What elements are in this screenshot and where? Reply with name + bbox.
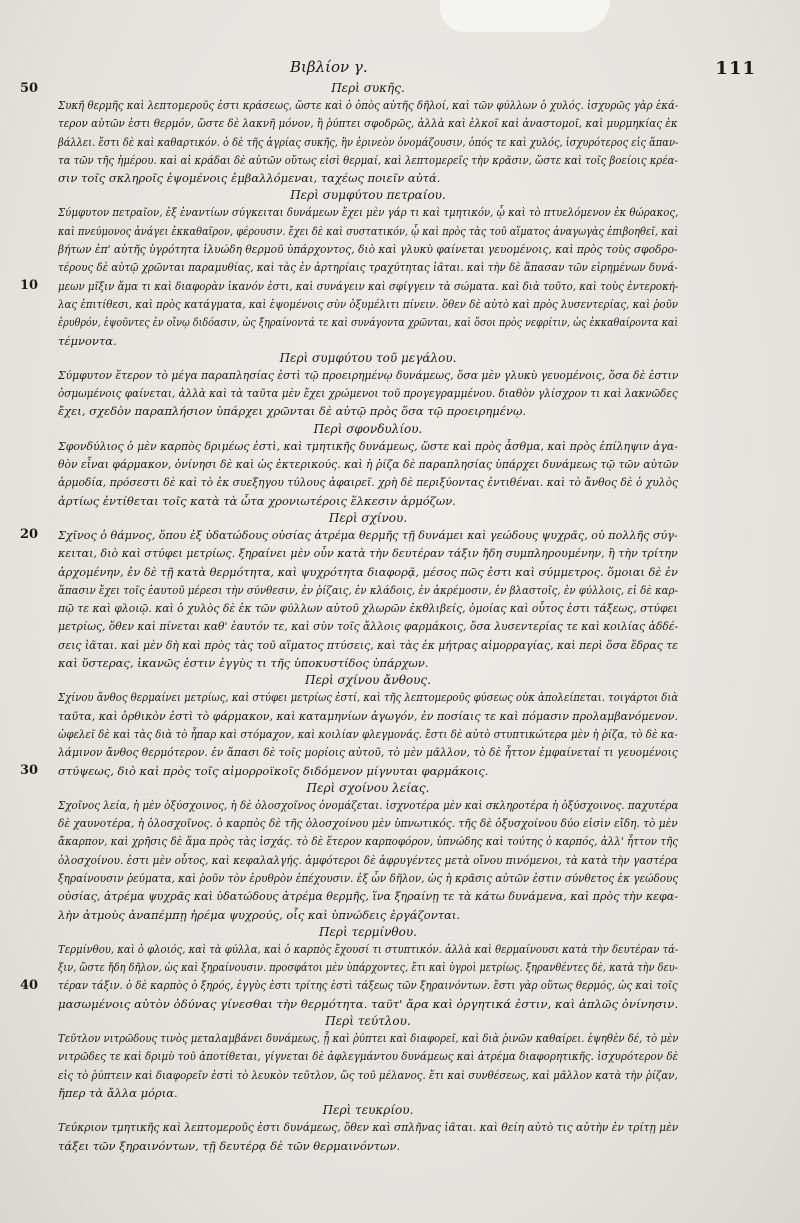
text-line: ἔχει, σχεδὸν παραπλήσιον ὑπάρχει χρῶνται δὲ αὐτῷ πρὸς ὅσα τῷ προειρημένῳ. (58, 404, 526, 419)
section-heading: Περὶ συμφύτου πετραίου. (290, 188, 446, 203)
text-line: Σύμφυτον πετραῖον, ἐξ ἐναντίων σύγκειται δυνάμεων ἔχει μὲν γάρ τι καὶ τμητικόν, ᾧ καὶ τὸ πτυελόμενον ἐκ θώρακος, (58, 205, 678, 220)
text-line: Τεύκριον τμητικῆς καὶ λεπτομεροῦς ἐστι δυνάμεως, ὅθεν καὶ σπλῆνας ἰᾶται. καὶ θείη αὐτὸ τις αὐτὴν ἐν τρίτῃ μὲν (58, 1120, 678, 1135)
text-line: ἄκαρπον, καὶ χρῆσις δὲ ἅμα πρὸς τὰς ἰσχάς. τὸ δὲ ἕτερον καρποφόρον, ὑπνώδης καὶ τούτης ὁ καρπός, ἀλλ' ἧττον τῆς (58, 834, 678, 849)
section-heading: Περὶ συμφύτου τοῦ μεγάλου. (279, 350, 457, 365)
text-line: Σύμφυτον ἕτερον τὸ μέγα παραπλησίας ἐστὶ τῷ προειρημένῳ δυνάμεως, ὅσα μὲν γλυκὺ γευομένοις, ὅσα δὲ ἐστιν (58, 367, 678, 382)
text-line: Τεῦτλον νιτρῶδους τινὸς μεταλαμβάνει δυνάμεως, ᾗ καὶ ῥύπτει καὶ διαφορεῖ, καὶ διὰ ῥινῶν καθαίρει. ἑψηθὲν δέ, τὸ μὲν (58, 1031, 678, 1046)
text-line: ὁλοσχοίνου. ἐστι μὲν οὗτος, καὶ κεφαλαλγής. ἀμφότεροι δὲ ἀφρυγέντες μετὰ οἴνου πινόμενοι, τὰ κατὰ τὴν γαστέρα (58, 852, 678, 867)
text-line: κειται, διὸ καὶ στύφει μετρίως. ξηραίνει μὲν οὖν κατὰ τὴν δευτέραν τάξιν ἤδη συμπληρουμένην, ἢ τὴν τρίτην (58, 546, 678, 561)
text-line: οὐσίας, ἀτρέμα ψυχρᾶς καὶ ὑδατώδους ἀτρέμα θερμῆς, ἵνα ξηραίνῃ τε τὰ κάτω δυνάμενα, καὶ πρὸς τὴν κεφα- (58, 889, 678, 904)
text-line: βάλλει. ἔστι δὲ καὶ καθαρτικόν. ὁ δὲ τῆς ἀγρίας συκῆς, ἣν ἐρινεὸν ὀνομάζουσιν, ὁπός τε καὶ χυλός, ἰσχυρότερος εἰς ἅπαν- (58, 134, 678, 149)
text-line: εἰς τὸ ῥύπτειν καὶ διαφορεῖν ἐστὶ τὸ λευκὸν τεῦτλον, ὥς τοῦ μέλανος. ἔτι καὶ συνθέσεως, καὶ μᾶλλον κατὰ τὴν ῥίζαν, (58, 1067, 678, 1082)
text-line: σεις ἰᾶται. καὶ μὲν δὴ καὶ πρὸς τὰς τοῦ αἵματος πτύσεις, καὶ τὰς ἐκ μήτρας αἱμορραγίας, καὶ περὶ ὅσα ἕδρας τε (58, 637, 678, 652)
text-line: ταῦτα, καὶ ὀρθικὸν ἐστὶ τὸ φάρμακον, καὶ καταμηνίων ἀγωγόν, ἐν ποσίαις τε καὶ πόμασιν προλαμβανόμενον. (58, 708, 678, 723)
section-heading: Περὶ σχίνου ἄνθους. (305, 673, 431, 688)
text-line: ἁρμοδία, πρόσεστι δὲ καὶ τὸ ἐκ συεξηγου τύλους ἀφαιρεῖ. χρὴ δὲ περιξύοντας ἐντιθέναι. καὶ τὸ ἄνθος δὲ ὁ χυλὸς (58, 475, 678, 490)
text-line: δὲ χαυνοτέρα, ἡ ὁλοσχοῖνος. ὁ καρπὸς δὲ τῆς ὁλοσχοίνου μὲν ὑπνωτικός. τῆς δὲ ὀξυσχοίνου δύο εἰσὶν εἴδη. τὸ μὲν (58, 816, 678, 831)
text-line: στύψεως, διὸ καὶ πρὸς τοῖς αἱμορροϊκοῖς διδόμενον μίγνυται φαρμάκοις. (58, 763, 489, 778)
text-line: Συκῆ θερμῆς καὶ λεπτομεροῦς ἐστι κράσεως, ὥστε καὶ ὁ ὀπὸς αὐτῆς δῆλοί, καὶ τῶν φύλλων ὁ χυλός. ἰσχυρῶς γὰρ ἑκά- (58, 98, 678, 112)
section-heading: Περὶ σφονδυλίου. (313, 421, 423, 436)
text-line: τερον αὐτῶν ἐστι θερμόν, ὥστε δὲ λακνῆ μόνον, ἢ ῥύπτει σφοδρῶς, ἀλλὰ καὶ ἑλκοῖ καὶ ἀναστομοῖ, καὶ μυρμηκίας ἐκ (58, 116, 678, 131)
text-line: μασωμένοις αὐτὸν ὀδύνας γίνεσθαι τὴν θερμότητα. ταῦτ' ἄρα καὶ ὀργητικά ἐστιν, καὶ ἀπλῶς ὀνίνησιν. (58, 996, 679, 1011)
text-line: λας ἐπιτίθεσι, καὶ πρὸς κατάγματα, καὶ ἑψομένοις σὺν ὀξυμέλιτι πίνειν. ὅθεν δὲ αὐτὸ καὶ πρὸς λυσεντερίας, καὶ ῥοῦν (58, 296, 678, 311)
running-head: Βιβλίον γ. (290, 58, 368, 76)
text-line: θὸν εἶναι φάρμακον, ὀνίνησι δὲ καὶ ὡς ἐκτερικούς. καὶ ἡ ῥίζα δὲ παραπλησίας ὑπάρχει δυνάμεως τῷ τῶν αὐτῶν (58, 457, 678, 472)
text-line: τέραν τάξιν. ὁ δὲ καρπὸς ὁ ξηρός, ἐγγὺς ἐστι τρίτης ἐστὶ τάξεως τῶν ξηραινόντων. ἔστι γὰρ οὕτως θερμός, ὡς καὶ τοῖς (58, 978, 678, 993)
section-heading: Περὶ σχίνου. (328, 510, 408, 525)
text-line: μετρίως, ὅθεν καὶ πίνεται καθ' ἑαυτόν τε, καὶ σὺν τοῖς ἄλλοις φαρμάκοις, ὅσα λυσεντερίας τε καὶ κοιλίας ἀδδέ- (58, 619, 678, 634)
section-heading: Περὶ συκῆς. (331, 81, 405, 95)
text-line: Σχῖνος ὁ θάμνος, ὅπου ἐξ ὑδατώδους οὐσίας ἀτρέμα θερμῆς τῇ δυνάμει καὶ γεώδους ψυχρᾶς, οὐ πολλῆς σύγ- (58, 527, 678, 542)
text-line: μεων μῖξιν ἅμα τι καὶ διαφορὰν ἱκανόν ἐστι, καὶ συνάγειν καὶ σφίγγειν τὰ σώματα. καὶ διὰ τοῦτο, καὶ τοὺς ἐντεροκή- (58, 278, 678, 293)
text-line: ἀρχομένην, ἐν δὲ τῇ κατὰ θερμότητα, καὶ ψυχρότητα διαφορᾷ, μέσος πῶς ἐστι καὶ σύμμετρος. ὅμοιαι δὲ ἐν (58, 564, 678, 579)
text-line: τάξει τῶν ξηραινόντων, τῇ δευτέρᾳ δὲ τῶν θερμαινόντων. (58, 1138, 401, 1153)
text-line: ὠφελεῖ δὲ καὶ τὰς διὰ τὸ ἧπαρ καὶ στόμαχον, καὶ κοιλίαν φλεγμονάς. ἔστι δὲ αὐτὸ στυπτικώτερα μὲν ἡ ῥίζα, τὸ δὲ κα- (58, 726, 678, 741)
text-line: καὶ ὕστερας, ἱκανῶς ἐστιν ἐγγὺς τι τῆς ὑποκυστίδος ὑπάρχων. (58, 656, 429, 671)
text-line: σιν τοῖς σκληροῖς ἑψομένοις ἐμβαλλόμεναι, ταχέως ποιεῖν αὐτά. (58, 171, 441, 186)
text-line: τέρους δὲ αὐτῷ χρῶνται παραμυθίας, καὶ τὰς ἐν ἀρτηρίαις τραχύτητας ἰᾶται. καὶ τὴν δὲ ἅπασαν τῶν εἰρημένων δυνά- (58, 260, 678, 275)
text-line: λὴν ἀτμοὺς ἀναπέμπῃ ἠρέμα ψυχρούς, οἷς καὶ ὑπνώδεις ἐργάζονται. (58, 907, 461, 922)
text-line: ἀρτίως ἐντίθεται τοῖς κατὰ τὰ ὦτα χρονιωτέροις ἕλκεσιν ἁρμόζων. (58, 493, 456, 508)
text-line: τα τῶν τῆς ἡμέρου. καὶ αἱ κράδαι δὲ αὐτῶν οὕτως εἰσὶ θερμαί, καὶ λεπτομερεῖς τὴν κρᾶσιν, ὥστε καὶ τοῖς βοείοις κρέα- (58, 152, 678, 167)
section-heading: Περὶ τευκρίου. (322, 1103, 414, 1118)
line-number: 40 (20, 977, 39, 993)
text-line: ἤπερ τὰ ἄλλα μόρια. (58, 1085, 178, 1100)
text-line: νιτρῶδες τε καὶ δριμὺ τοῦ ἀποτίθεται, γίγνεται δὲ ἀφλεγμάντου δυνάμεως καὶ ἀτρέμα διαφορητικῆς. ἰσχυρότερον δὲ (58, 1049, 678, 1064)
line-number: 20 (20, 527, 39, 542)
text-line: λάμινον ἄνθος θερμότερον. ἐν ἅπασι δὲ τοῖς μορίοις αὐτοῦ, τὸ μὲν μᾶλλον, τὸ δὲ ἧττον ἐμφαίνεταί τι γευομένοις (58, 745, 678, 760)
text-line: ἐρυθρόν, ἑψοῦντες ἐν οἴνῳ διδόασιν, ὡς ξηραίνοντά τε καὶ συνάγοντα χρῶνται, καὶ ὅσοι πρὸς νεφρίτιν, ὡς ἐκκαθαίροντα καὶ (58, 315, 678, 330)
text-line: ὀσμωμένοις φαίνεται, ἀλλὰ καὶ τὰ ταῦτα μὲν ἔχει χρώμενοι τοῦ προγεγραμμένου. διαθὸν γλίσχρον τι καὶ λακνῶδες (58, 386, 678, 401)
section-heading: Περὶ τερμίνθου. (319, 924, 417, 939)
line-number: 30 (20, 762, 39, 778)
section-heading: Περὶ σχοίνου λείας. (306, 780, 430, 795)
text-line: Σφονδύλιος ὁ μὲν καρπὸς δριμέως ἐστὶ, καὶ τμητικῆς δυνάμεως, ὥστε καὶ πρὸς ἆσθμα, καὶ πρὸς ἐπίληψιν ἀγα- (58, 438, 678, 453)
text-line: καὶ πνεύμονος ἀνάγει ἐκκαθαῖρον, φέρουσιν. ἔχει δὲ καὶ συστατικόν, ᾧ καὶ πρὸς τὰς τοῦ αἵματος ἀναγωγὰς ἐπιβοηθεῖ, καὶ (58, 223, 678, 238)
section-heading: Περὶ τεύτλου. (325, 1014, 411, 1029)
text-line: ἅπασιν ἔχει τοῖς ἑαυτοῦ μέρεσι τὴν σύνθεσιν, ἐν ῥίζαις, ἐν κλάδοις, ἐν ἀκρέμοσιν, ἐν βλαστοῖς, ἐν φύλλοις, εἰ δὲ καρ- (58, 582, 678, 597)
text-line: ξηραίνουσιν ῥεύματα, καὶ ῥοῦν τὸν ἐρυθρὸν ἐπέχουσιν. ἐξ ὧν δῆλον, ὡς ἡ κρᾶσις αὐτῶν ἐστιν σύνθετος ἐκ γεώδους (58, 870, 678, 885)
text-line: ξιν, ὥστε ἤδη δῆλον, ὡς καὶ ξηραίνουσιν. προσφάτοι μὲν ὑπάρχοντες, ἔτι καὶ ὑγροὶ μετρίως. ξηρανθέντες δὲ, κατὰ τὴν δευ- (58, 960, 678, 975)
text-line: τέμνοντα. (58, 333, 117, 348)
paper-stain (440, 0, 610, 32)
text-line: Σχοῖνος λεία, ἡ μὲν ὀξύσχοινος, ἡ δὲ ὁλοσχοῖνος ὀνομάζεται. ἰσχνοτέρα μὲν καὶ σκληροτέρα ἡ ὀξύσχοινος. παχυτέρα (58, 797, 678, 812)
folio-number: 111 (715, 58, 756, 79)
text-line: πῷ τε καὶ φλοιῷ. καὶ ὁ χυλὸς δὲ ἐκ τῶν φύλλων αὐτοῦ χλωρῶν ἐκθλιβείς, ὁμοίας καὶ οὗτος ἐστι τάξεως, στύφει (58, 601, 678, 616)
text-line: Τερμίνθου, καὶ ὁ φλοιός, καὶ τὰ φύλλα, καὶ ὁ καρπὸς ἔχουσί τι στυπτικόν. ἀλλὰ καὶ θερμαίνουσι κατὰ τὴν δευτέραν τά- (58, 941, 678, 956)
body-text (58, 80, 678, 1155)
line-number: 10 (20, 277, 39, 293)
text-line: βήτων ἐπ' αὐτῆς ὑγρότητα ἰλυώδη θερμοῦ ὑπάρχοντος, διὸ καὶ γλυκὺ φαίνεται γευομένοις, καὶ πρὸς τοὺς σφοδρο- (58, 242, 678, 257)
line-number: 50 (20, 81, 39, 96)
text-line: Σχίνου ἄνθος θερμαίνει μετρίως, καὶ στύφει μετρίως ἐστί, καὶ τῆς λεπτομεροῦς φύσεως οὐκ ἀπολείπεται. τοιγάρτοι διὰ (58, 690, 678, 705)
